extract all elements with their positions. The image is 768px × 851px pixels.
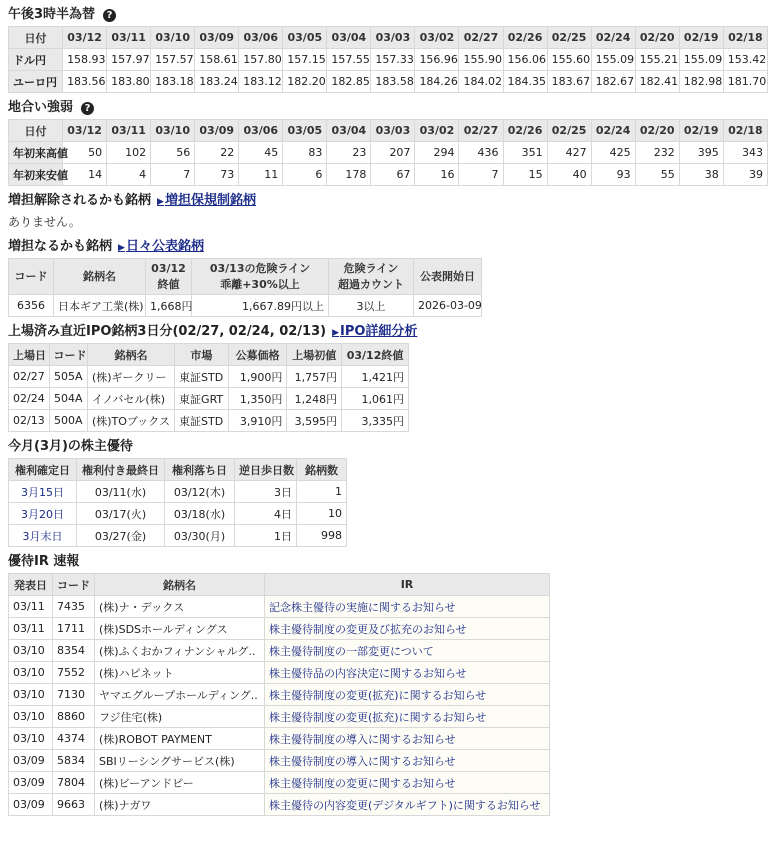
ir-header-cell: コード [53,574,95,596]
question-circle-icon[interactable]: ? [103,9,116,22]
ir-cell: SBIリーシングサービス(株) [95,750,265,772]
ipo-cell: 3,335円 [342,410,409,432]
fx-cell: 182.98 [679,71,723,93]
margin-title: 増担なるかも銘柄 [8,239,113,254]
strength-header-cell: 03/02 [415,120,459,142]
yutai-row [9,525,347,547]
ipo-cell: 1,248円 [287,388,342,410]
ir-row [9,750,550,772]
strength-table-wrap [8,119,763,186]
ir-row [9,706,550,728]
strength-row-label: 年初来高値 [9,142,63,164]
ir-row [9,640,550,662]
ir-row [9,772,550,794]
strength-cell: 102 [107,142,151,164]
strength-cell: 232 [635,142,679,164]
fx-cell: 181.70 [723,71,767,93]
fx-cell: 183.56 [63,71,107,93]
fx-cell: 155.90 [459,49,503,71]
fx-header-cell: 03/10 [151,27,195,49]
yutai-cell: 1 [297,481,347,503]
margin-cell: 6356 [9,295,54,317]
ir-link-cell[interactable]: 株主優待制度の変更に関するお知らせ [265,772,550,794]
strength-cell: 395 [679,142,723,164]
ir-cell: 7435 [53,596,95,618]
ipo-cell: (株)ギークリー [87,366,174,388]
strength-cell: 55 [635,164,679,186]
ir-table [8,573,550,816]
fx-row-label: ドル円 [9,49,63,71]
fx-header-cell: 03/02 [415,27,459,49]
strength-cell: 294 [415,142,459,164]
strength-cell: 427 [547,142,591,164]
ir-row [9,728,550,750]
triangle-right-icon: ▶ [118,242,125,253]
yutai-cell: 10 [297,503,347,525]
ir-link-cell[interactable]: 株主優待制度の導入に関するお知らせ [265,728,550,750]
ir-cell: (株)ふくおかフィナンシャルグ.. [95,640,265,662]
strength-cell: 50 [63,142,107,164]
question-circle-icon[interactable]: ? [81,102,94,115]
ipo-header-cell: 上場日 [9,344,50,366]
strength-cell: 38 [679,164,723,186]
yutai-cell: 03/11(水) [77,481,165,503]
ir-header-row [9,574,550,596]
fx-header-cell: 03/04 [327,27,371,49]
strength-section-title [8,97,762,119]
strength-header-cell: 03/09 [195,120,239,142]
ipo-row [9,366,409,388]
ir-cell: 5834 [53,750,95,772]
yutai-link-cell[interactable]: 3月15日 [9,481,77,503]
ir-row [9,794,550,816]
strength-header-cell: 03/11 [107,120,151,142]
yutai-cell: 03/18(水) [165,503,235,525]
ir-cell: 7804 [53,772,95,794]
strength-header-cell: 03/05 [283,120,327,142]
fx-cell: 158.61 [195,49,239,71]
ir-link-cell[interactable]: 株主優待品の内容決定に関するお知らせ [265,662,550,684]
ir-header-cell: 発表日 [9,574,53,596]
margin-table [8,258,482,317]
ir-cell: 03/10 [9,662,53,684]
margin-link-label: 日々公表銘柄 [125,238,204,254]
strength-cell: 207 [371,142,415,164]
ir-cell: 4374 [53,728,95,750]
strength-cell: 73 [195,164,239,186]
fx-header-cell: 02/18 [723,27,767,49]
ipo-link-label: IPO詳細分析 [339,323,418,339]
ir-cell: 7552 [53,662,95,684]
strength-cell: 15 [503,164,547,186]
fx-cell: 182.67 [591,71,635,93]
margin-header-cell: 公表開始日 [414,259,482,295]
strength-row [9,164,768,186]
ir-cell: 03/11 [9,618,53,640]
ir-link-cell[interactable]: 株主優待制度の一部変更について [265,640,550,662]
ir-cell: 03/10 [9,728,53,750]
strength-cell: 14 [63,164,107,186]
fx-cell: 182.85 [327,71,371,93]
strength-cell: 343 [723,142,767,164]
fx-cell: 156.96 [415,49,459,71]
fx-header-cell: 03/11 [107,27,151,49]
ir-cell: 03/10 [9,706,53,728]
ipo-cell: 東証STD [175,366,229,388]
strength-cell: 93 [591,164,635,186]
fx-header-cell: 02/25 [547,27,591,49]
yutai-header-cell: 銘柄数 [297,459,347,481]
strength-cell: 425 [591,142,635,164]
yutai-table [8,458,347,547]
ir-cell: 03/10 [9,640,53,662]
margin-section-title [8,236,762,258]
fx-row-label: ユーロ円 [9,71,63,93]
strength-cell: 23 [327,142,371,164]
ipo-cell: 1,900円 [228,366,287,388]
strength-cell: 6 [283,164,327,186]
fx-cell: 183.12 [239,71,283,93]
yutai-section-title [8,436,762,458]
margin-cell: 1,667.89円以上 [192,295,329,317]
ir-cell: 03/09 [9,772,53,794]
ir-link-cell[interactable]: 株主優待制度の変更(拡充)に関するお知らせ [265,706,550,728]
margin-header-cell: 03/13の危険ライン 乖離+30%以上 [192,259,329,295]
strength-header-cell: 03/12 [63,120,107,142]
fx-header-cell: 02/24 [591,27,635,49]
ipo-header-cell: 上場初値 [287,344,342,366]
strength-cell: 351 [503,142,547,164]
yutai-cell: 998 [297,525,347,547]
fx-cell: 184.02 [459,71,503,93]
release-link-label: 増担保規制銘柄 [164,192,256,208]
fx-header-cell: 02/27 [459,27,503,49]
ipo-section-title [8,321,762,343]
ir-row [9,684,550,706]
yutai-cell: 03/17(火) [77,503,165,525]
yutai-link-cell[interactable]: 3月20日 [9,503,77,525]
strength-row [9,142,768,164]
margin-row [9,295,482,317]
margin-cell: 1,668円 [146,295,192,317]
ir-cell: 03/11 [9,596,53,618]
ipo-header-cell: 公募価格 [228,344,287,366]
fx-header-cell: 03/06 [239,27,283,49]
ir-cell: 7130 [53,684,95,706]
strength-title: 地合い強弱 [8,100,74,115]
ir-cell: (株)ROBOT PAYMENT [95,728,265,750]
yutai-title: 今月(3月)の株主優待 [8,439,133,454]
strength-header-cell: 03/04 [327,120,371,142]
fx-cell: 183.58 [371,71,415,93]
ir-cell: 03/09 [9,750,53,772]
fx-cell: 157.97 [107,49,151,71]
ipo-cell: 東証GRT [175,388,229,410]
ir-row [9,596,550,618]
ipo-cell: 505A [49,366,87,388]
ipo-row [9,388,409,410]
yutai-header-cell: 逆日歩日数 [235,459,297,481]
ir-section-title [8,551,762,573]
ipo-cell: 1,757円 [287,366,342,388]
ipo-cell: 3,910円 [228,410,287,432]
ipo-cell: (株)TOブックス [87,410,174,432]
fx-header-cell: 03/05 [283,27,327,49]
ir-link-cell[interactable]: 株主優待制度の変更(拡充)に関するお知らせ [265,684,550,706]
fx-cell: 155.09 [591,49,635,71]
ipo-cell: 1,421円 [342,366,409,388]
strength-header-cell: 日付 [9,120,63,142]
yutai-header-cell: 権利確定日 [9,459,77,481]
ir-cell: (株)ビーアンドピー [95,772,265,794]
strength-cell: 4 [107,164,151,186]
strength-header-row [9,120,768,142]
fx-header-cell: 日付 [9,27,63,49]
fx-header-cell: 02/19 [679,27,723,49]
strength-cell: 83 [283,142,327,164]
ir-cell: (株)ナ・デックス [95,596,265,618]
fx-cell: 184.26 [415,71,459,93]
yutai-header-row [9,459,347,481]
fx-cell: 184.35 [503,71,547,93]
strength-header-cell: 03/10 [151,120,195,142]
fx-title: 午後3時半為替 [8,7,96,22]
ipo-cell: イノバセル(株) [87,388,174,410]
strength-cell: 45 [239,142,283,164]
fx-header-cell: 03/03 [371,27,415,49]
ipo-table [8,343,409,432]
strength-header-cell: 02/27 [459,120,503,142]
fx-cell: 155.09 [679,49,723,71]
fx-table [8,26,768,93]
release-section-title [8,190,762,212]
strength-cell: 436 [459,142,503,164]
ipo-header-cell: 銘柄名 [87,344,174,366]
margin-cell: 日本ギア工業(株) [54,295,146,317]
margin-header-row [9,259,482,295]
ipo-row [9,410,409,432]
ir-title: 優待IR 速報 [8,554,80,569]
ir-link-cell[interactable]: 株主優待の内容変更(デジタルギフト)に関するお知らせ [265,794,550,816]
ir-link-cell[interactable]: 株主優待制度の導入に関するお知らせ [265,750,550,772]
fx-table-wrap [8,26,767,93]
margin-header-cell: コード [9,259,54,295]
release-empty: ありません。 [8,215,81,229]
ir-cell: 9663 [53,794,95,816]
ir-cell: 03/10 [9,684,53,706]
yutai-row [9,481,347,503]
fx-cell: 183.80 [107,71,151,93]
ipo-header-cell: コード [49,344,87,366]
fx-cell: 182.20 [283,71,327,93]
ir-cell: (株)ナガワ [95,794,265,816]
ir-row [9,662,550,684]
strength-header-cell: 02/18 [723,120,767,142]
margin-header-cell: 危険ライン 超過カウント [329,259,414,295]
ipo-cell: 02/27 [9,366,50,388]
fx-cell: 155.21 [635,49,679,71]
ipo-link[interactable] [332,321,417,344]
ir-cell: (株)ハピネット [95,662,265,684]
margin-cell: 3以上 [329,295,414,317]
strength-cell: 178 [327,164,371,186]
margin-link[interactable] [118,236,204,259]
ir-cell: 8860 [53,706,95,728]
ipo-cell: 02/24 [9,388,50,410]
ir-link-cell[interactable]: 株主優待制度の変更及び拡充のお知らせ [265,618,550,640]
fx-cell: 183.67 [547,71,591,93]
margin-header-cell: 銘柄名 [54,259,146,295]
ir-cell: 03/09 [9,794,53,816]
ipo-title: 上場済み直近IPO銘柄3日分(02/27, 02/24, 02/13) [8,324,327,339]
ipo-cell: 504A [49,388,87,410]
strength-cell: 67 [371,164,415,186]
ipo-cell: 東証STD [175,410,229,432]
yutai-cell: 1日 [235,525,297,547]
ir-cell: フジ住宅(株) [95,706,265,728]
strength-header-cell: 03/03 [371,120,415,142]
strength-header-cell: 02/24 [591,120,635,142]
strength-cell: 7 [459,164,503,186]
ipo-cell: 3,595円 [287,410,342,432]
ipo-cell: 1,350円 [228,388,287,410]
ipo-header-cell: 03/12終値 [342,344,409,366]
ipo-cell: 500A [49,410,87,432]
release-link[interactable] [157,190,256,213]
fx-cell: 157.80 [239,49,283,71]
strength-cell: 56 [151,142,195,164]
fx-header-cell: 02/20 [635,27,679,49]
fx-cell: 156.06 [503,49,547,71]
strength-header-cell: 02/20 [635,120,679,142]
yutai-cell: 4日 [235,503,297,525]
yutai-link-cell[interactable]: 3月末日 [9,525,77,547]
fx-cell: 157.15 [283,49,327,71]
ipo-header-row [9,344,409,366]
ir-header-cell: IR [265,574,550,596]
triangle-right-icon: ▶ [332,327,339,338]
fx-header-row [9,27,768,49]
strength-table [8,119,768,186]
fx-cell: 157.55 [327,49,371,71]
yutai-header-cell: 権利落ち日 [165,459,235,481]
ipo-header-cell: 市場 [175,344,229,366]
fx-row [9,71,768,93]
triangle-right-icon: ▶ [157,196,164,207]
ipo-cell: 02/13 [9,410,50,432]
yutai-cell: 03/12(木) [165,481,235,503]
fx-header-cell: 03/12 [63,27,107,49]
yutai-row [9,503,347,525]
fx-cell: 153.42 [723,49,767,71]
fx-cell: 183.18 [151,71,195,93]
ir-cell: 8354 [53,640,95,662]
fx-cell: 157.57 [151,49,195,71]
margin-cell: 2026-03-09 [414,295,482,317]
fx-cell: 183.24 [195,71,239,93]
fx-row [9,49,768,71]
yutai-header-cell: 権利付き最終日 [77,459,165,481]
strength-row-label: 年初来安値 [9,164,63,186]
ir-row [9,618,550,640]
fx-cell: 182.41 [635,71,679,93]
ir-cell: (株)SDSホールディングス [95,618,265,640]
ipo-cell: 1,061円 [342,388,409,410]
fx-header-cell: 03/09 [195,27,239,49]
fx-cell: 155.60 [547,49,591,71]
fx-cell: 157.33 [371,49,415,71]
fx-header-cell: 02/26 [503,27,547,49]
fx-cell: 158.93 [63,49,107,71]
release-title: 増担解除されるかも銘柄 [8,193,152,208]
strength-cell: 7 [151,164,195,186]
yutai-cell: 03/30(月) [165,525,235,547]
ir-cell: ヤマエグループホールディング.. [95,684,265,706]
strength-cell: 39 [723,164,767,186]
strength-header-cell: 02/26 [503,120,547,142]
strength-cell: 11 [239,164,283,186]
ir-link-cell[interactable]: 記念株主優待の実施に関するお知らせ [265,596,550,618]
yutai-cell: 03/27(金) [77,525,165,547]
yutai-cell: 3日 [235,481,297,503]
strength-header-cell: 03/06 [239,120,283,142]
strength-header-cell: 02/19 [679,120,723,142]
ir-header-cell: 銘柄名 [95,574,265,596]
strength-cell: 16 [415,164,459,186]
strength-cell: 22 [195,142,239,164]
ir-cell: 1711 [53,618,95,640]
strength-cell: 40 [547,164,591,186]
fx-section-title [8,4,762,26]
strength-header-cell: 02/25 [547,120,591,142]
margin-header-cell: 03/12 終値 [146,259,192,295]
